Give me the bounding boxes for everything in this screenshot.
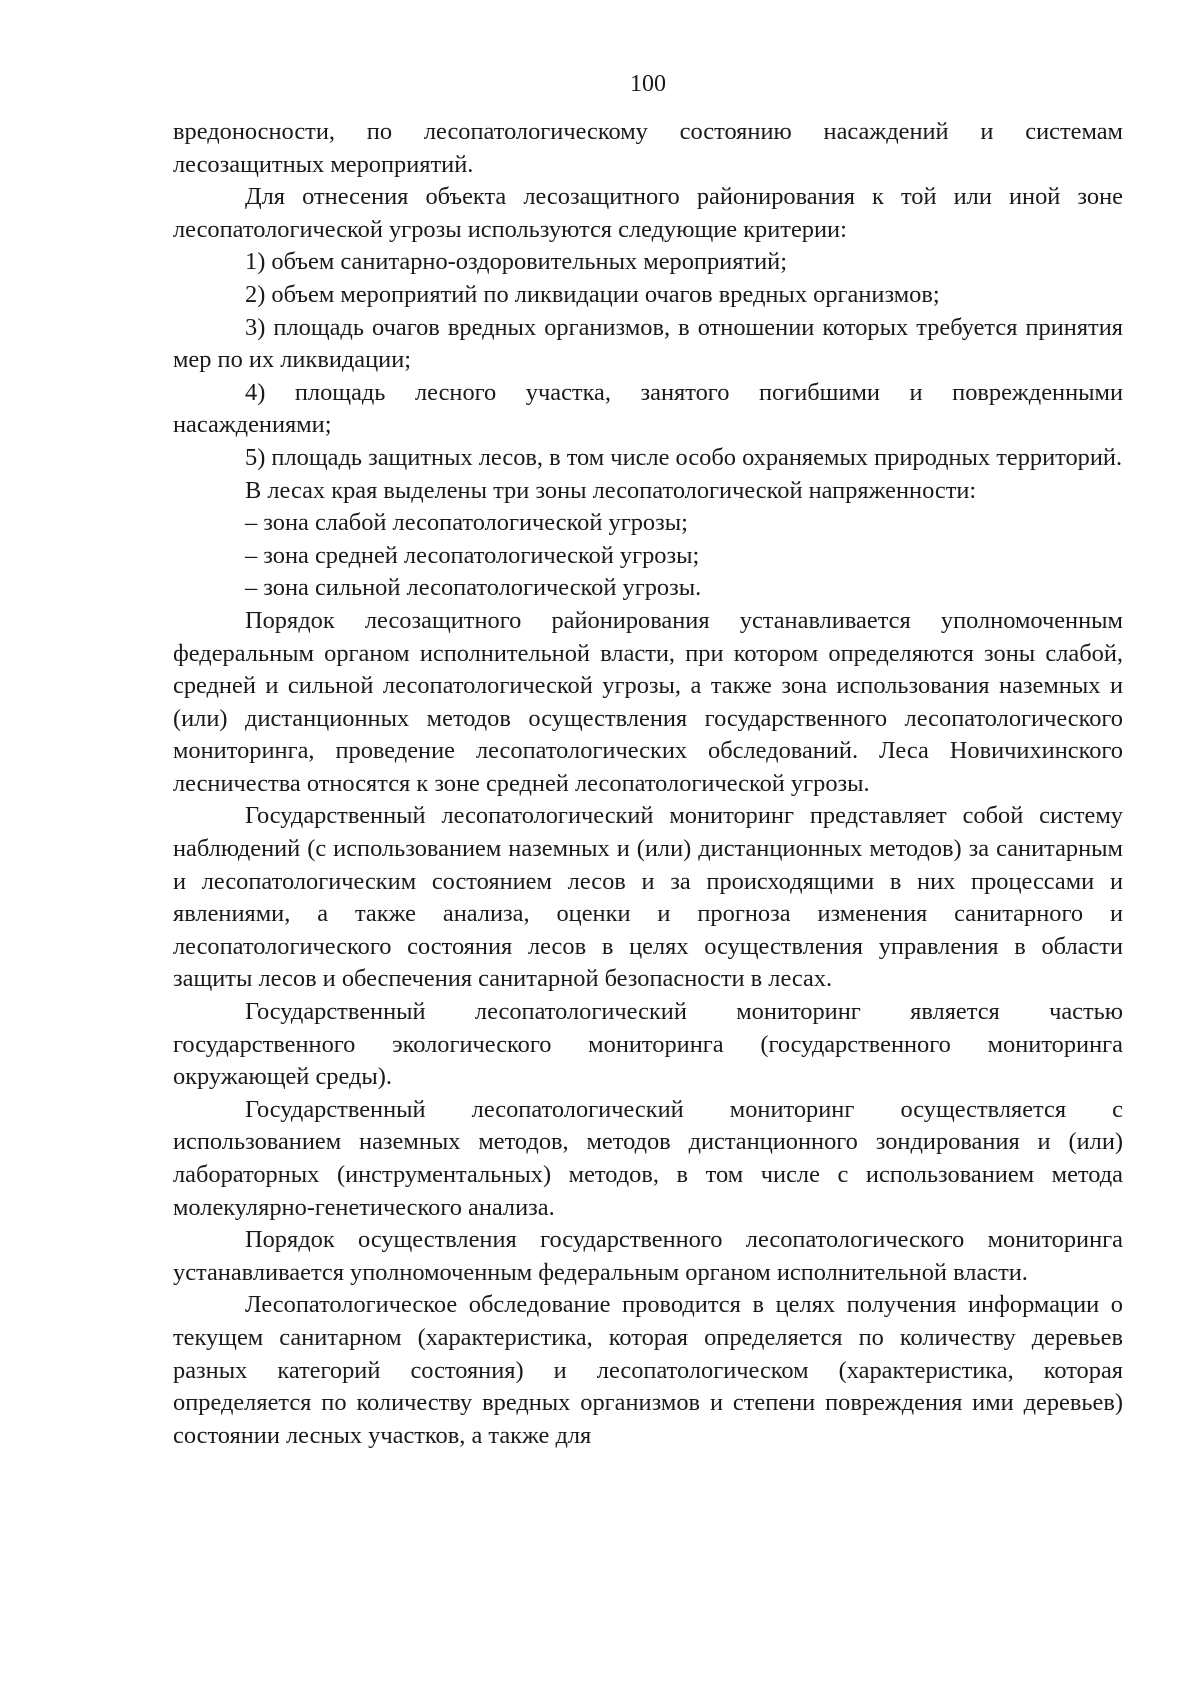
zone-item-weak: – зона слабой лесопатологической угрозы; <box>245 509 688 537</box>
paragraph-criteria-intro: Для отнесения объекта лесозащитного районирования к той или иной зоне лесопатологической угрозы используются следующие критерии: <box>173 183 1123 243</box>
paragraph-monitoring-part: Государственный лесопатологический мониторинг является частью государственного экологического мониторинга (государственного мониторинга окружающей среды). <box>173 998 1123 1091</box>
paragraph-monitoring-order: Порядок осуществления государственного лесопатологического мониторинга устанавливается уполномоченным федеральным органом исполнительной власти. <box>173 1226 1123 1286</box>
paragraph-survey: Лесопатологическое обследование проводится в целях получения информации о текущем санитарном (характеристика, которая определяется по количеству деревьев разных категорий состояния) и лесопатологическом (характеристика, которая определяется по количеству вредных организмов и степени повреждения ими деревьев) состоянии лесных участков, а также для <box>173 1291 1123 1449</box>
document-page <box>173 68 1123 1452</box>
paragraph-zoning-order: Порядок лесозащитного районирования устанавливается уполномоченным федеральным органом исполнительной власти, при котором определяются зоны слабой, средней и сильной лесопатологической угрозы, а также зона использования наземных и (или) дистанционных методов осуществления государственного лесопатологического мониторинга, проведение лесопатологических обследований. Леса Новичихинского лесничества относятся к зоне средней лесопатологической угрозы. <box>173 606 1123 797</box>
document-body <box>173 116 1123 1452</box>
criteria-item-4: 4) площадь лесного участка, занятого погибшими и поврежденными насаждениями; <box>173 378 1123 439</box>
criteria-item-2: 2) объем мероприятий по ликвидации очагов вредных организмов; <box>245 280 940 308</box>
paragraph-monitoring-definition: Государственный лесопатологический мониторинг представляет собой систему наблюдений (с использованием наземных и (или) дистанционных методов) за санитарным и лесопатологическим состоянием лесов и за происходящими в них процессами и явлениями, а также анализа, оценки и прогноза изменения санитарного и лесопатологического состояния лесов в целях осуществления управления в области защиты лесов и обеспечения санитарной безопасности в лесах. <box>173 802 1123 993</box>
paragraph-continuation: вредоносности, по лесопатологическому состоянию насаждений и системам лесозащитных мероприятий. <box>173 118 1123 178</box>
page-number: 100 <box>630 71 666 97</box>
paragraph-zones-intro: В лесах края выделены три зоны лесопатологической напряженности: <box>245 476 977 504</box>
paragraph-monitoring-methods: Государственный лесопатологический мониторинг осуществляется с использованием наземных методов, методов дистанционного зондирования и (или) лабораторных (инструментальных) методов, в том числе с использованием метода молекулярно-генетического анализа. <box>173 1095 1123 1221</box>
criteria-item-3: 3) площадь очагов вредных организмов, в отношении которых требуется принятия мер по их ликвидации; <box>173 313 1123 374</box>
criteria-item-5: 5) площадь защитных лесов, в том числе особо охраняемых природных территорий. <box>245 443 1123 471</box>
zone-item-medium: – зона средней лесопатологической угрозы; <box>245 541 700 569</box>
zone-item-strong: – зона сильной лесопатологической угрозы. <box>245 574 702 602</box>
criteria-item-1: 1) объем санитарно-оздоровительных мероприятий; <box>245 248 787 276</box>
